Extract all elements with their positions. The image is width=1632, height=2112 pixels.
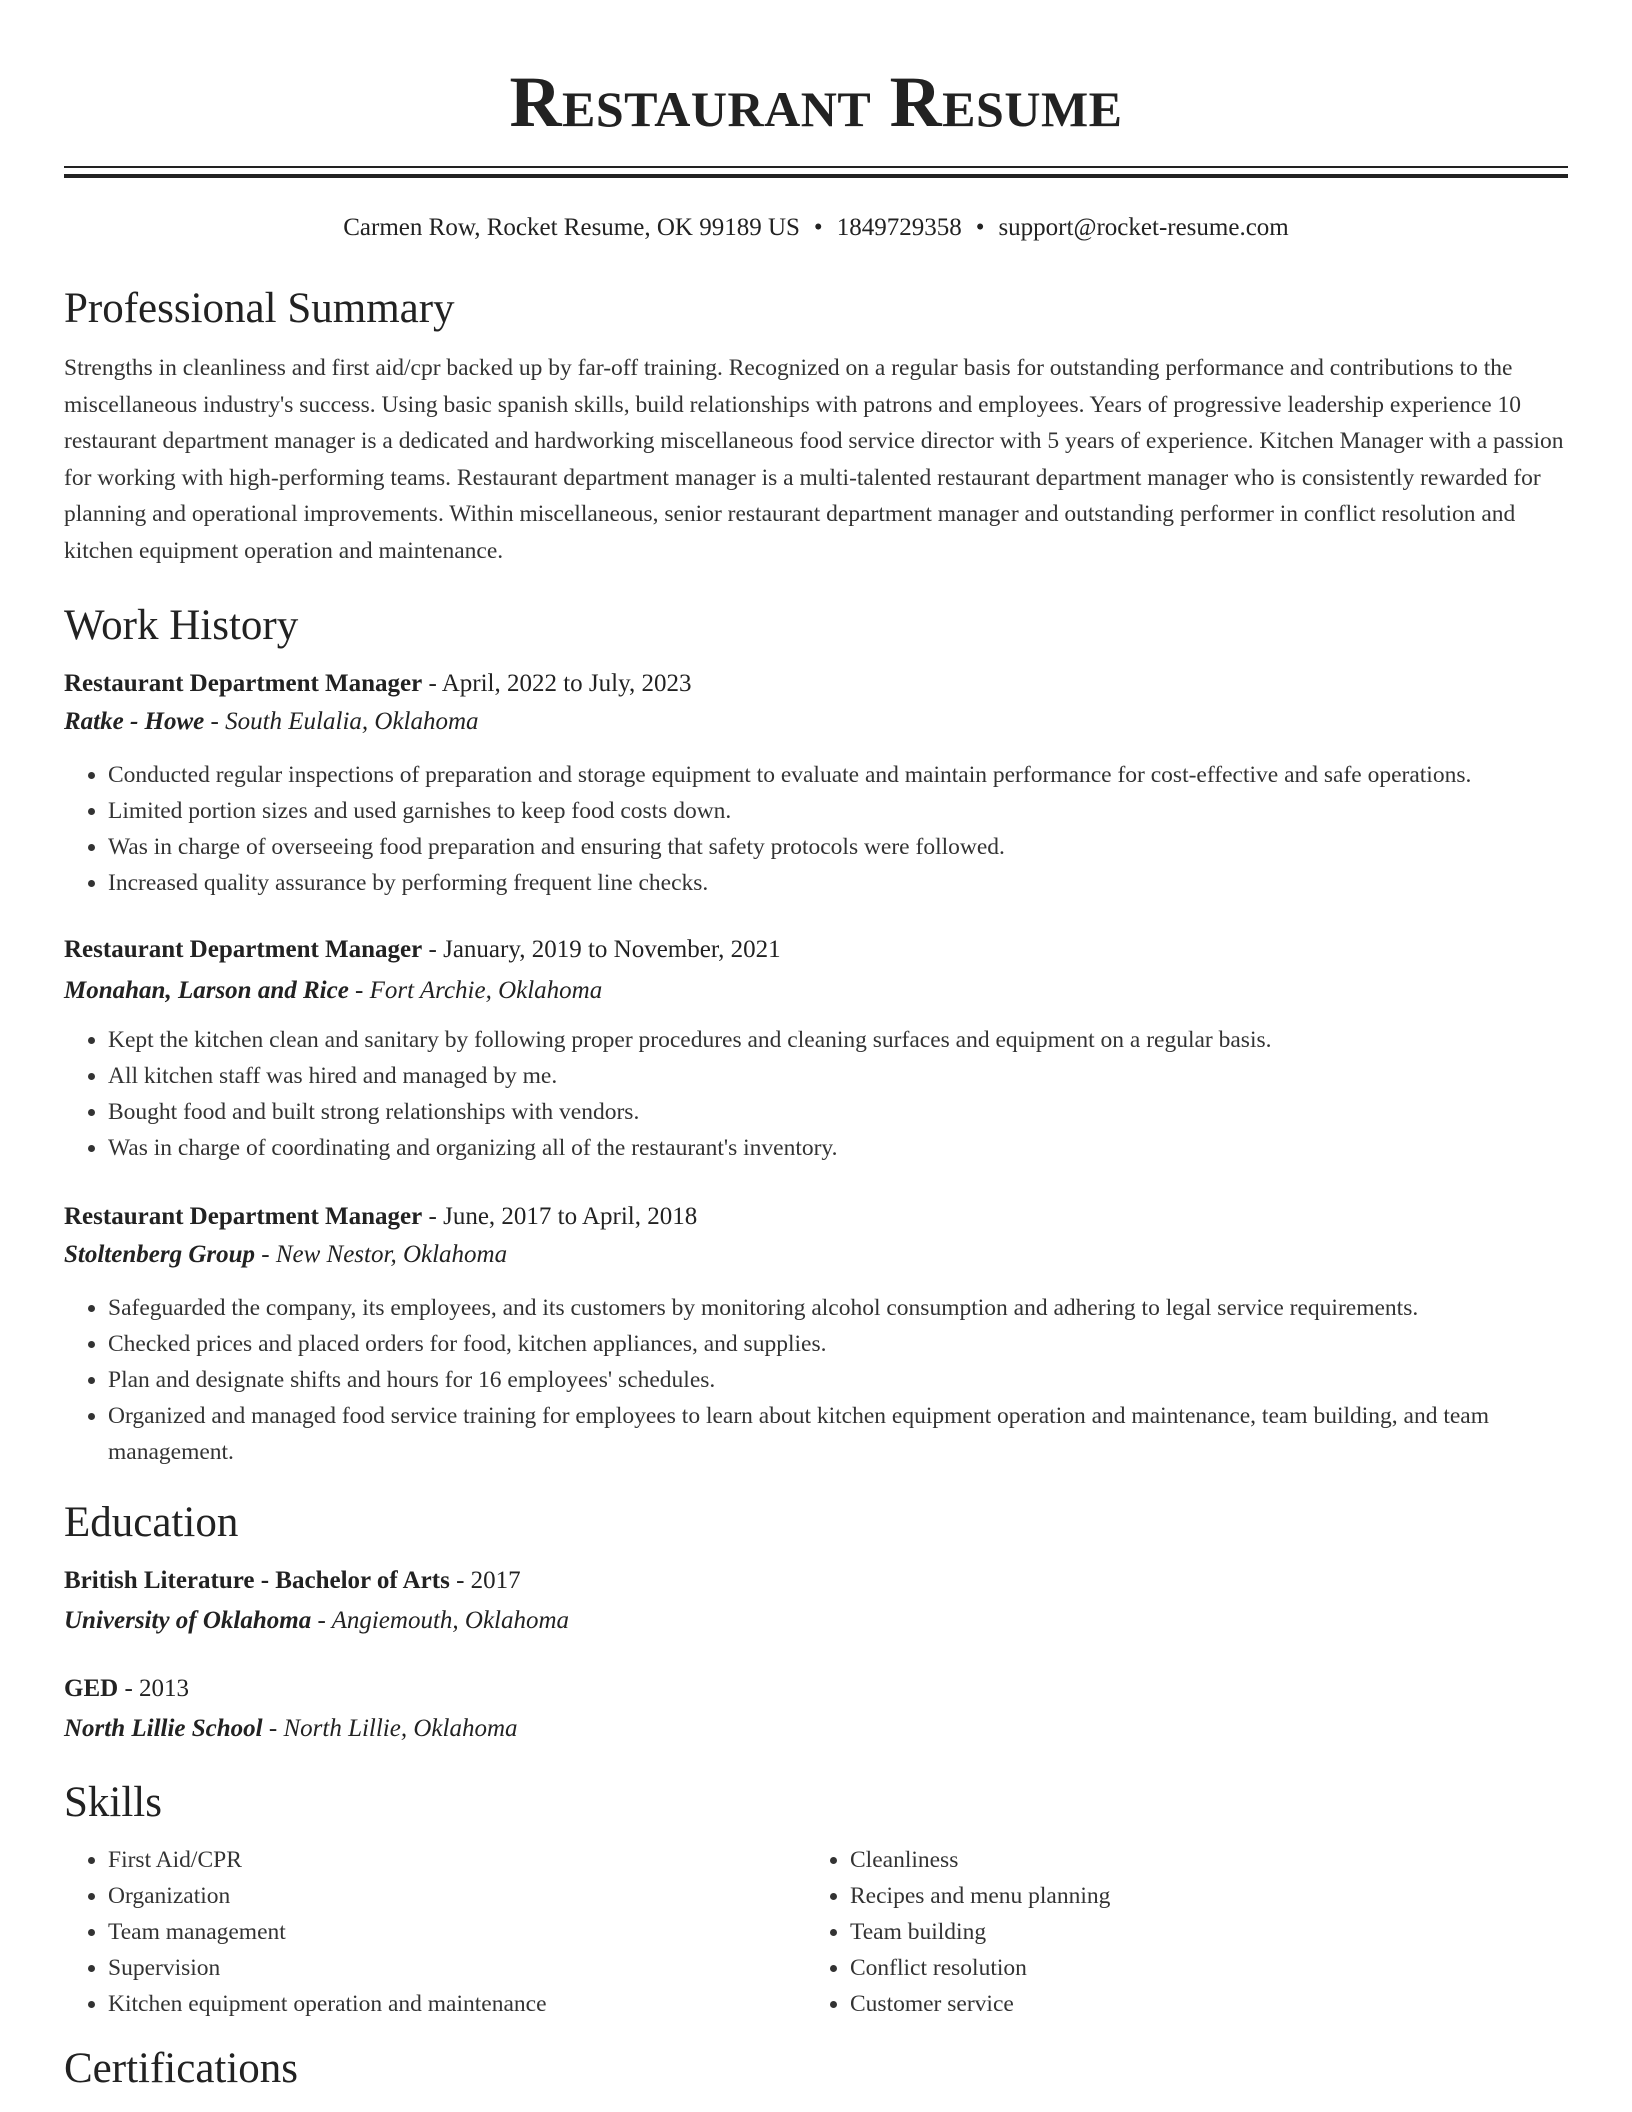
education-entry (64, 1670, 1568, 1748)
skills-list-right (806, 1842, 1548, 2022)
skill-item: • Organization (108, 1878, 806, 1914)
job-title: Restaurant Department Manager (64, 1203, 423, 1230)
list-item: • Checked prices and placed orders for food, kitchen appliances, and supplies. (108, 1326, 1568, 1362)
skill-item: • Team building (850, 1914, 1548, 1950)
education-school: North Lillie School (64, 1715, 263, 1742)
education-location: - Angiemouth, Oklahoma (311, 1607, 570, 1634)
job-company: Ratke - Howe (64, 708, 205, 735)
job-bullets (64, 1290, 1568, 1470)
job-title: Restaurant Department Manager (64, 670, 423, 697)
education-degree-line (64, 1670, 1568, 1708)
job-entry (64, 1198, 1568, 1470)
job-company: Monahan, Larson and Rice (64, 977, 349, 1004)
section-heading-certifications: Certifications (64, 2045, 299, 2092)
education-degree-line (64, 1562, 1568, 1600)
contact-line (64, 212, 1568, 244)
list-item: • Limited portion sizes and used garnishes to keep food costs down. (108, 793, 1568, 829)
education-school: University of Oklahoma (64, 1607, 312, 1634)
skill-item: • Recipes and menu planning (850, 1878, 1548, 1914)
skills-list-left (64, 1842, 806, 2022)
job-title-line (64, 665, 1568, 703)
list-item: • Increased quality assurance by performing frequent line checks. (108, 865, 1568, 901)
job-title: Restaurant Department Manager (64, 936, 423, 963)
contact-phone: 1849729358 (836, 214, 962, 241)
list-item: • Was in charge of coordinating and organizing all of the restaurant's inventory. (108, 1130, 1568, 1166)
job-entry (64, 665, 1568, 901)
title-rule-thick (64, 174, 1568, 178)
summary-text: Strengths in cleanliness and first aid/cpr backed up by far-off training. Recognized on a regular basis for outstanding performance and contributions to the miscellaneous industry's success. Using basic spanish skills, build relationships with patrons and employees. Years of progressive leadership experience 10 restaurant department manager is a dedicated and hardworking miscellaneous food service director with 5 years of experience. Kitchen Manager with a passion for working with high-performing teams. Restaurant department manager is a multi-talented restaurant department manager who is consistently rewarded for planning and operational improvements. Within miscellaneous, senior restaurant department manager and outstanding performer in conflict resolution and kitchen equipment operation and maintenance. (64, 355, 1564, 564)
contact-email: support@rocket-resume.com (998, 214, 1289, 241)
job-bullets (64, 757, 1568, 901)
list-item: • Safeguarded the company, its employees, and its customers by monitoring alcohol consumption and adhering to legal service requirements. (108, 1290, 1568, 1326)
education-school-line (64, 1602, 1568, 1640)
resume-title: Restaurant Resume (509, 62, 1123, 142)
skill-item: • Team management (108, 1914, 806, 1950)
job-location: - South Eulalia, Oklahoma (204, 708, 479, 735)
list-item: • Was in charge of overseeing food preparation and ensuring that safety protocols were followed. (108, 829, 1568, 865)
title-rule-thin (64, 166, 1568, 168)
contact-address: Carmen Row, Rocket Resume, OK 99189 US (343, 214, 800, 241)
section-heading-work-history: Work History (64, 602, 299, 649)
education-year: - 2017 (449, 1567, 521, 1594)
resume-page (64, 0, 1568, 2094)
skill-item: • Cleanliness (850, 1842, 1548, 1878)
job-title-line (64, 931, 1568, 969)
contact-separator: • (975, 214, 985, 241)
job-company-line (64, 972, 1568, 1010)
skill-item: • Conflict resolution (850, 1950, 1548, 1986)
skills-columns (64, 1842, 1568, 2022)
list-item: • Bought food and built strong relationships with vendors. (108, 1094, 1568, 1130)
education-entry (64, 1562, 1568, 1640)
education-location: - North Lillie, Oklahoma (262, 1715, 518, 1742)
job-location: - Fort Archie, Oklahoma (348, 977, 603, 1004)
job-dates: - June, 2017 to April, 2018 (422, 1203, 698, 1230)
job-title-line (64, 1198, 1568, 1236)
education-degree: GED (64, 1675, 119, 1702)
job-company-line (64, 703, 1568, 741)
skill-item: • Kitchen equipment operation and maintenance (108, 1986, 806, 2022)
job-bullets (64, 1022, 1568, 1166)
contact-separator: • (813, 214, 823, 241)
list-item: • Organized and managed food service training for employees to learn about kitchen equipment operation and maintenance, team building, and team management. (108, 1398, 1568, 1470)
list-item: • All kitchen staff was hired and managed by me. (108, 1058, 1568, 1094)
skill-item: • Supervision (108, 1950, 806, 1986)
section-heading-summary: Professional Summary (64, 285, 455, 332)
job-location: - New Nestor, Oklahoma (255, 1241, 508, 1268)
job-entry (64, 931, 1568, 1166)
section-heading-skills: Skills (64, 1779, 162, 1826)
education-degree: British Literature - Bachelor of Arts (64, 1567, 450, 1594)
list-item: • Conducted regular inspections of preparation and storage equipment to evaluate and maintain performance for cost-effective and safe operations. (108, 757, 1568, 793)
section-heading-education: Education (64, 1499, 239, 1546)
list-item: • Plan and designate shifts and hours for 16 employees' schedules. (108, 1362, 1568, 1398)
skill-item: • Customer service (850, 1986, 1548, 2022)
job-dates: - April, 2022 to July, 2023 (422, 670, 692, 697)
education-school-line (64, 1710, 1568, 1748)
list-item: • Kept the kitchen clean and sanitary by following proper procedures and cleaning surfaces and equipment on a regular basis. (108, 1022, 1568, 1058)
skill-item: • First Aid/CPR (108, 1842, 806, 1878)
education-year: - 2013 (118, 1675, 190, 1702)
job-dates: - January, 2019 to November, 2021 (422, 936, 781, 963)
job-company: Stoltenberg Group (64, 1241, 256, 1268)
job-company-line (64, 1236, 1568, 1274)
